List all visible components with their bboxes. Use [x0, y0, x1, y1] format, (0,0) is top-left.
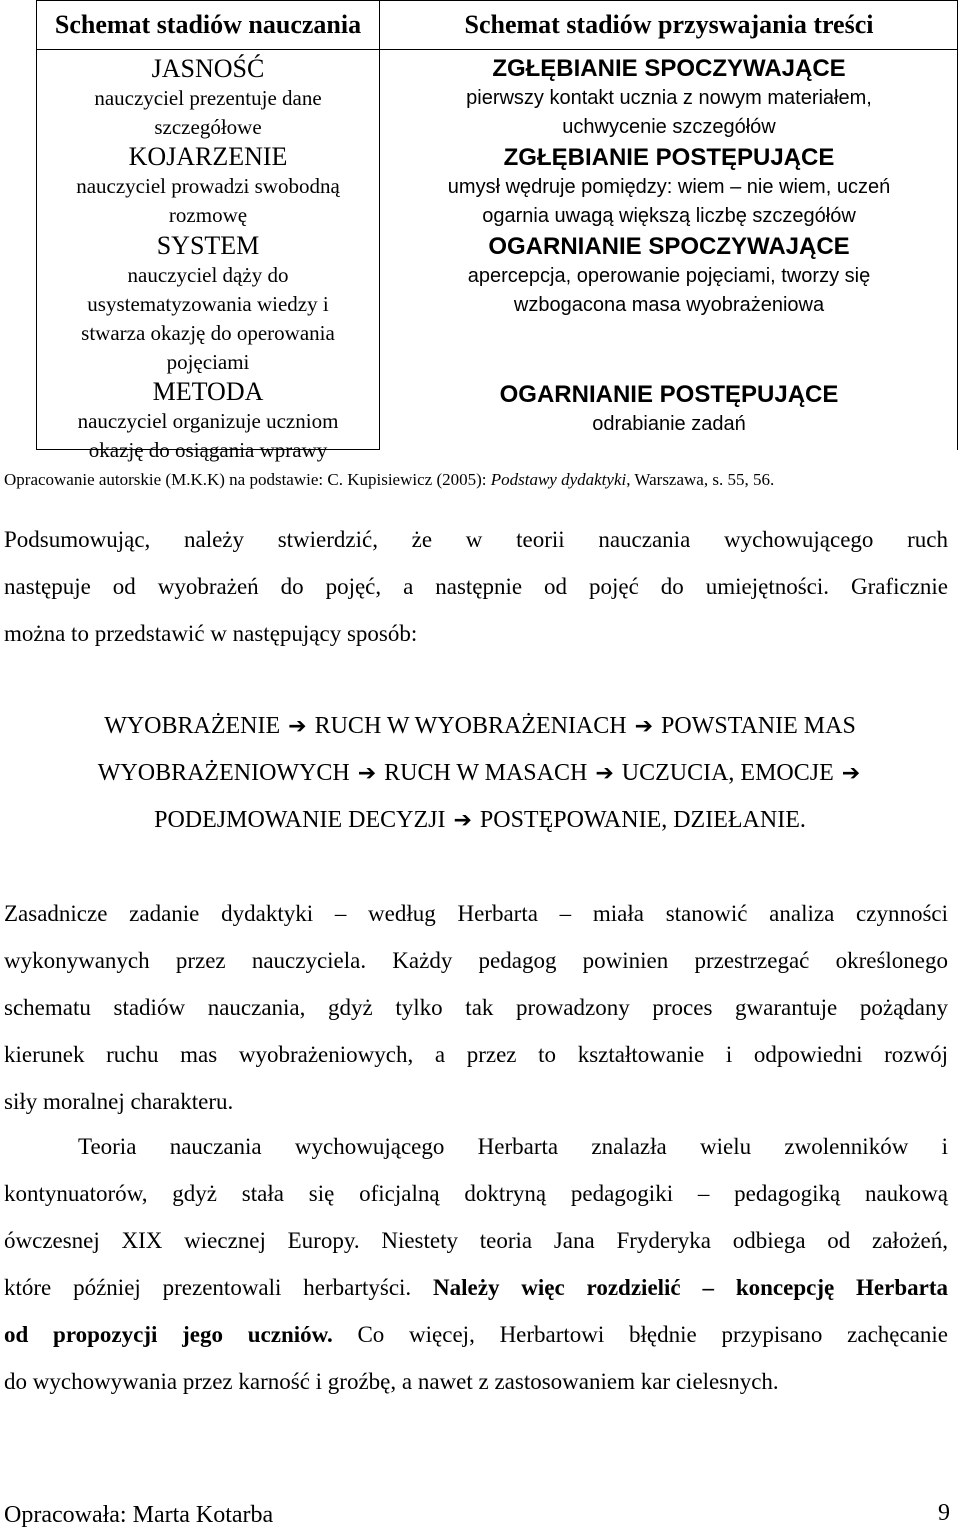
source-prefix: Opracowanie autorskie (M.K.K) na podstawie: C. Kupisiewicz (2005): — [4, 470, 491, 489]
stage-desc-line: szczegółowe — [154, 115, 262, 139]
emphasis-text: od propozycji jego uczniów. — [4, 1322, 333, 1347]
content-stage-title: ZGŁĘBIANIE SPOCZYWAJĄCE — [492, 55, 846, 82]
source-title: Podstawy dydaktyki — [490, 470, 627, 489]
stage-clarity — [36, 54, 380, 142]
content-stage-title: OGARNIANIE POSTĘPUJĄCE — [499, 381, 839, 408]
right-arrow-icon: ➔ — [357, 761, 377, 786]
paragraph-line: do wychowywania przez karność i groźbę, a nawet z zastosowaniem kar cielesnych. — [4, 1369, 779, 1394]
right-arrow-icon: ➔ — [288, 714, 307, 739]
content-stage-1 — [380, 54, 958, 142]
herbart-followers-paragraph — [4, 1123, 948, 1405]
content-stage-2 — [380, 143, 958, 231]
footer-author: Opracowała: Marta Kotarba — [4, 1502, 274, 1528]
content-stage-title: ZGŁĘBIANIE POSTĘPUJĄCE — [503, 144, 835, 171]
stage-desc-line: stwarza okazję do operowania — [81, 321, 335, 345]
right-arrow-icon: ➔ — [595, 761, 614, 786]
herbart-task-paragraph — [4, 890, 948, 1125]
chain-step: WYOBRAŻENIOWYCH — [97, 760, 350, 786]
paragraph-line: ówczesnej XIX wiecznej Europy. Niestety teoria Jana Fryderyka odbiega od założeń, — [4, 1228, 948, 1253]
content-stage-title: OGARNIANIE SPOCZYWAJĄCE — [488, 233, 850, 260]
chain-step: POSTĘPOWANIE, DZIEŁANIE. — [479, 807, 806, 833]
chain-step: UCZUCIA, EMOCJE — [621, 760, 834, 786]
stage-desc-line: okazję do osiągania wprawy — [88, 438, 328, 462]
paragraph-line: Podsumowując, należy stwierdzić, że w teorii nauczania wychowującego ruch — [4, 527, 948, 552]
right-arrow-icon: ➔ — [453, 808, 472, 833]
stage-desc-line: rozmowę — [168, 203, 248, 227]
paragraph-line: można to przedstawić w następujący sposób: — [4, 621, 418, 646]
source-suffix: , Warszawa, s. 55, 56. — [626, 470, 775, 489]
paragraph-line: schematu stadiów nauczania, gdyż tylko tak prowadzony proces gwarantuje pożądany — [4, 995, 948, 1020]
summary-paragraph — [4, 516, 948, 657]
source-note — [4, 470, 774, 490]
stage-title: SYSTEM — [156, 231, 260, 260]
table-header-content-stages: Schemat stadiów przyswajania treści — [464, 10, 874, 39]
stage-desc-line: usystematyzowania wiedzy i — [87, 292, 329, 316]
content-stage-desc-line: wzbogacona masa wyobrażeniowa — [513, 294, 825, 316]
stage-desc-line: nauczyciel organizuje uczniom — [77, 409, 339, 433]
stage-method — [36, 377, 380, 465]
paragraph-text: Co więcej, Herbartowi błędnie przypisano zachęcanie — [357, 1322, 948, 1347]
paragraph-line: kontynuatorów, gdyż stała się oficjalną doktryną pedagogiki – pedagogiką naukową — [4, 1181, 948, 1206]
content-stage-desc-line: odrabianie zadań — [592, 413, 746, 435]
stages-table — [36, 0, 958, 462]
emphasis-text: Należy więc rozdzielić – koncepcję Herbarta — [433, 1275, 948, 1300]
paragraph-line: kierunek ruchu mas wyobrażeniowych, a przez to kształtowanie i odpowiedni rozwój — [4, 1042, 948, 1067]
paragraph-line: Zasadnicze zadanie dydaktyki – według Herbarta – miała stanowić analiza czynności — [4, 901, 948, 926]
paragraph-line — [4, 1311, 948, 1358]
paragraph-line — [4, 1264, 948, 1311]
content-stage-desc-line: pierwszy kontakt ucznia z nowym materiałem, — [466, 87, 872, 109]
stage-title: JASNOŚĆ — [151, 54, 265, 83]
right-arrow-icon: ➔ — [634, 714, 654, 739]
process-chain — [0, 703, 960, 844]
content-stage-desc-line: apercepcja, operowanie pojęciami, tworzy się — [467, 265, 871, 287]
paragraph-line: siły moralnej charakteru. — [4, 1089, 234, 1114]
content-stage-4 — [380, 380, 958, 439]
stage-title: METODA — [152, 377, 264, 406]
chain-line — [0, 797, 960, 844]
stage-desc-line: pojęciami — [166, 350, 250, 374]
stage-desc-line: nauczyciel prowadzi swobodną — [76, 174, 340, 198]
stage-system — [36, 231, 380, 377]
chain-line — [0, 703, 960, 750]
stage-association — [36, 142, 380, 230]
chain-step: PODEJMOWANIE DECYZJI — [154, 807, 446, 833]
content-stage-desc-line: umysł wędruje pomiędzy: wiem – nie wiem, uczeń — [447, 176, 891, 198]
chain-step: POWSTANIE MAS — [661, 713, 856, 739]
stage-desc-line: nauczyciel prezentuje dane — [94, 86, 322, 110]
chain-line — [0, 750, 960, 797]
chain-step: WYOBRAŻENIE — [104, 713, 281, 739]
chain-step: RUCH W WYOBRAŻENIACH — [314, 713, 627, 739]
paragraph-line: wykonywanych przez nauczyciela. Każdy pedagog powinien przestrzegać określonego — [4, 948, 948, 973]
content-stage-desc-line: ogarnia uwagą większą liczbę szczegółów — [482, 205, 856, 227]
chain-step: RUCH W MASACH — [384, 760, 588, 786]
stage-title: KOJARZENIE — [128, 142, 288, 171]
stage-desc-line: nauczyciel dąży do — [127, 263, 289, 287]
right-arrow-icon: ➔ — [841, 761, 861, 786]
paragraph-line: następuje od wyobrażeń do pojęć, a następnie od pojęć do umiejętności. Graficznie — [4, 574, 948, 599]
content-stage-3 — [380, 232, 958, 320]
paragraph-line: Teoria nauczania wychowującego Herbarta znalazła wielu zwolenników i — [78, 1134, 948, 1159]
table-header-teaching-stages: Schemat stadiów nauczania — [54, 10, 362, 39]
paragraph-text: które później prezentowali herbartyści. — [4, 1275, 412, 1300]
content-stage-desc-line: uchwycenie szczegółów — [562, 116, 776, 138]
page-number: 9 — [938, 1500, 950, 1526]
